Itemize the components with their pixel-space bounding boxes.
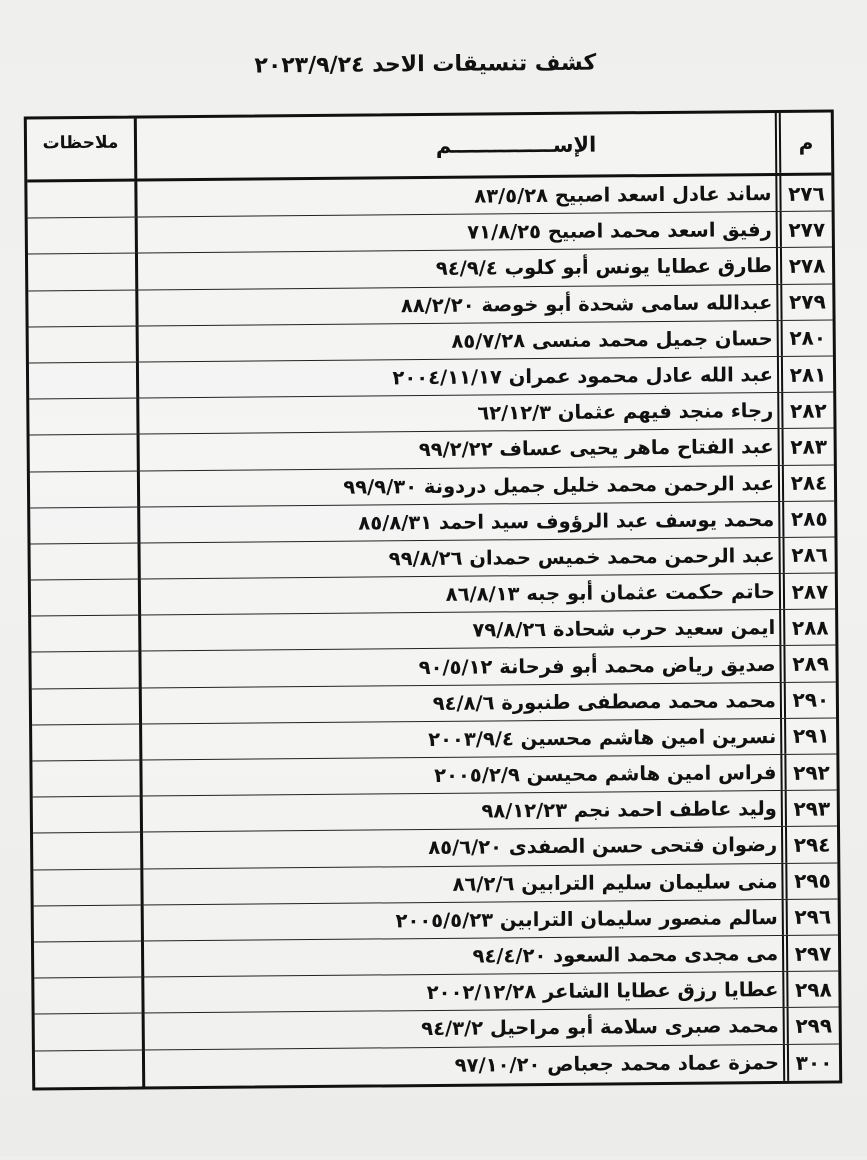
row-notes: [29, 399, 136, 435]
row-notes: [33, 797, 140, 833]
row-notes: [32, 761, 139, 797]
header-notes: ملاحظات: [42, 132, 119, 154]
row-notes: [32, 724, 139, 760]
row-notes: [35, 1014, 142, 1050]
row-number: ٢٩٩: [783, 1008, 839, 1044]
row-number: ٢٩٦: [782, 899, 838, 935]
row-notes: [31, 580, 138, 616]
row-name: رضوان فتحى حسن الصفدى ٨٥/٦/٢٠: [140, 827, 781, 868]
row-name: وليد عاطف احمد نجم ٩٨/١٢/٢٣: [140, 791, 781, 832]
row-name: محمد صبرى سلامة أبو مراحيل ٩٤/٣/٢: [142, 1008, 783, 1049]
row-name: عبد الله عادل محمود عمران ٢٠٠٤/١١/١٧: [136, 357, 777, 398]
row-name: نسرين امين هاشم محسين ٢٠٠٣/٩/٤: [139, 719, 780, 760]
row-number: ٢٧٧: [776, 212, 832, 248]
row-name: محمد يوسف عبد الرؤوف سيد احمد ٨٥/٨/٣١: [137, 502, 778, 543]
row-number: ٢٩٢: [780, 754, 836, 790]
row-number: ٢٧٦: [775, 175, 831, 211]
row-number: ٢٨٠: [777, 320, 833, 356]
row-name: حسان جميل محمد منسى ٨٥/٧/٢٨: [136, 321, 777, 362]
row-number: ٢٩٧: [782, 935, 838, 971]
row-number: ٢٨٤: [778, 465, 834, 501]
row-notes: [28, 290, 135, 326]
row-name: رفيق اسعد محمد اصبيح ٧١/٨/٢٥: [135, 212, 776, 253]
row-name: مى مجدى محمد السعود ٩٤/٤/٢٠: [141, 936, 782, 977]
row-name: صديق رياض محمد أبو فرحانة ٩٠/٥/١٢: [138, 646, 779, 687]
row-notes: [31, 616, 138, 652]
row-notes: [34, 941, 141, 977]
row-number: ٢٨٣: [778, 429, 834, 465]
header-name: الإســــــــــــــم: [134, 113, 775, 179]
row-name: عبدالله سامى شحدة أبو خوصة ٨٨/٢/٢٠: [135, 285, 776, 326]
table-row: [35, 1044, 839, 1087]
row-number: ٢٨٥: [778, 501, 834, 537]
row-name: محمد محمد مصطفى طنبورة ٩٤/٨/٦: [139, 683, 780, 724]
row-name: ساند عادل اسعد اصبيح ٨٣/٥/٢٨: [134, 176, 775, 217]
row-name: حاتم حكمت عثمان أبو جبه ٨٦/٨/١٣: [138, 574, 779, 615]
table-body: [27, 175, 839, 1087]
row-number: ٢٩٠: [780, 682, 836, 718]
row-number: ٣٠٠: [783, 1044, 839, 1081]
row-number: ٢٨٨: [779, 610, 835, 646]
row-number: ٢٧٩: [776, 284, 832, 320]
row-name: عبد الرحمن محمد خليل جميل دردونة ٩٩/٩/٣٠: [137, 465, 778, 506]
row-notes: [29, 326, 136, 362]
row-notes: [30, 507, 137, 543]
row-notes: [32, 688, 139, 724]
row-name: منى سليمان سليم الترابين ٨٦/٢/٦: [140, 864, 781, 905]
row-notes: [27, 182, 134, 218]
row-name: حمزة عماد محمد جعباص ٩٧/١٠/٢٠: [142, 1044, 783, 1086]
row-number: ٢٩١: [780, 718, 836, 754]
row-name: ايمن سعيد حرب شحادة ٧٩/٨/٢٦: [138, 610, 779, 651]
row-notes: [31, 652, 138, 688]
row-notes: [33, 869, 140, 905]
row-number: ٢٧٨: [776, 248, 832, 284]
row-notes: [30, 543, 137, 579]
row-number: ٢٨١: [777, 356, 833, 392]
row-notes: [33, 833, 140, 869]
row-name: عبد الفتاح ماهر يحيى عساف ٩٩/٢/٢٢: [137, 429, 778, 470]
row-number: ٢٩٥: [781, 863, 837, 899]
row-name: طارق عطايا يونس أبو كلوب ٩٤/٩/٤: [135, 248, 776, 289]
row-name: سالم منصور سليمان الترابين ٢٠٠٥/٥/٢٣: [141, 900, 782, 941]
row-notes: [28, 218, 135, 254]
row-name: رجاء منجد فيهم عثمان ٦٢/١٢/٣: [136, 393, 777, 434]
header-number: م: [775, 112, 832, 172]
row-number: ٢٩٣: [781, 791, 837, 827]
row-number: ٢٨٧: [779, 574, 835, 610]
document-title: كشف تنسيقات الاحد ٢٠٢٣/٩/٢٤: [254, 50, 597, 79]
row-number: ٢٩٨: [782, 972, 838, 1008]
row-name: عطايا رزق عطايا الشاعر ٢٠٠٢/١٢/٢٨: [141, 972, 782, 1013]
table-header-row: [27, 112, 832, 182]
row-notes: [34, 978, 141, 1014]
coordination-table: [24, 109, 842, 1090]
row-notes: [35, 1050, 142, 1087]
row-name: فراس امين هاشم محيسن ٢٠٠٥/٢/٩: [139, 755, 780, 796]
row-name: عبد الرحمن محمد خميس حمدان ٩٩/٨/٢٦: [137, 538, 778, 579]
row-number: ٢٨٢: [777, 393, 833, 429]
row-notes: [30, 435, 137, 471]
row-number: ٢٨٦: [778, 537, 834, 573]
row-notes: [30, 471, 137, 507]
row-number: ٢٨٩: [779, 646, 835, 682]
row-notes: [29, 362, 136, 398]
row-notes: [34, 905, 141, 941]
row-notes: [28, 254, 135, 290]
row-number: ٢٩٤: [781, 827, 837, 863]
